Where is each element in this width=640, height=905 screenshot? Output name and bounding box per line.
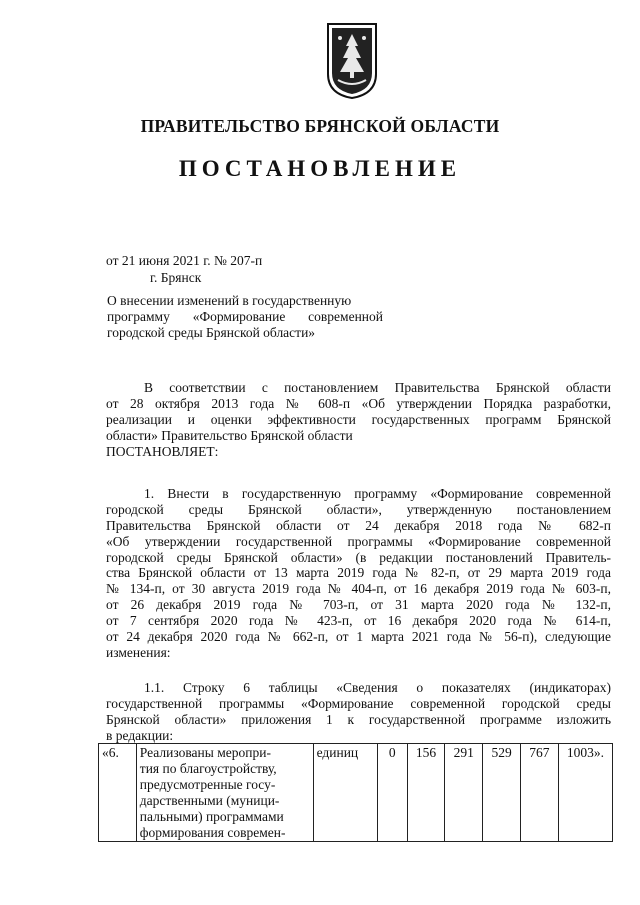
text-line: в редакции: <box>106 727 174 743</box>
text-line: ства Брянской области от 13 марта 2019 года № 82-п, от 29 марта 2019 года <box>106 565 611 581</box>
subject-block <box>107 293 407 341</box>
text-line: государственной программы «Формирование современной городской среды <box>106 695 611 711</box>
subject-line: О внесении изменений в государственную <box>107 293 352 308</box>
value-cell: 291 <box>445 744 483 842</box>
value-cell: 1003». <box>558 744 612 842</box>
value-cell: 767 <box>520 744 558 842</box>
preamble-paragraph <box>106 380 611 459</box>
row-number-cell: «6. <box>99 744 137 842</box>
unit-cell: единиц <box>313 744 377 842</box>
text-line: «Об утверждении государственной программы «Формирование современной <box>106 533 611 549</box>
text-line: 1.1. Строку 6 таблицы «Сведения о показателях (индикаторах) <box>144 680 611 695</box>
text-line: от 7 сентября 2020 года № 423-п, от 16 декабря 2020 года № 614-п, <box>106 613 611 629</box>
value-cell: 529 <box>483 744 521 842</box>
clause-1-paragraph <box>106 486 611 661</box>
text-line: от 26 декабря 2019 года № 703-п, от 31 марта 2020 года № 132-п, <box>106 597 611 613</box>
text-line: изменения: <box>106 644 171 660</box>
organization-title: ПРАВИТЕЛЬСТВО БРЯНСКОЙ ОБЛАСТИ <box>140 116 500 136</box>
text-line: В соответствии с постановлением Правительства Брянской области <box>144 380 611 395</box>
subject-line: программу «Формирование современной <box>107 309 383 324</box>
indicator-line: Реализованы меропри- <box>139 745 271 760</box>
text-line: Брянской области» приложения 1 к государственной программе изложить <box>106 711 611 727</box>
text-line: области» Правительство Брянской области <box>106 427 353 443</box>
value-cell: 0 <box>377 744 407 842</box>
text-line: 1. Внести в государственную программу «Формирование современной <box>144 486 611 501</box>
text-line: № 134-п, от 30 августа 2019 года № 404-п, от 16 декабря 2019 года № 603-п, <box>106 581 611 597</box>
indicator-line: пальными) программами <box>139 808 284 824</box>
city-line: г. Брянск <box>150 270 202 285</box>
text-line: городской среды Брянской области», утвержденную постановлением <box>106 501 611 517</box>
text-line: городской среды Брянской области» (в редакции постановлений Правитель- <box>106 549 611 565</box>
subject-line: городской среды Брянской области» <box>107 325 316 340</box>
text-line: от 28 октября 2013 года № 608-п «Об утверждении Порядка разработки, <box>106 395 611 411</box>
indicator-line: формирования современ- <box>139 824 286 840</box>
date-number-line: от 21 июня 2021 г. № 207-п <box>106 253 263 268</box>
text-line: Правительства Брянской области от 24 декабря 2018 года № 682-п <box>106 517 611 533</box>
text-line: реализации и оценки эффективности государственных программ Брянской <box>106 411 611 427</box>
coat-of-arms-icon <box>326 22 378 100</box>
indicator-cell <box>136 744 313 842</box>
indicator-line: тия по благоустройству, <box>139 760 277 776</box>
indicator-table <box>98 743 613 842</box>
document-type-title: ПОСТАНОВЛЕНИЕ <box>178 156 462 181</box>
text-line: от 24 декабря 2020 года № 662-п, от 1 марта 2021 года № 56-п), следующие <box>106 629 611 645</box>
indicator-line: дарственными (муници- <box>139 792 280 808</box>
clause-1-1-paragraph <box>106 680 611 744</box>
value-cell: 156 <box>407 744 445 842</box>
text-line: ПОСТАНОВЛЯЕТ: <box>106 443 219 459</box>
indicator-line: предусмотренные госу- <box>139 776 276 792</box>
table-row <box>99 744 613 842</box>
